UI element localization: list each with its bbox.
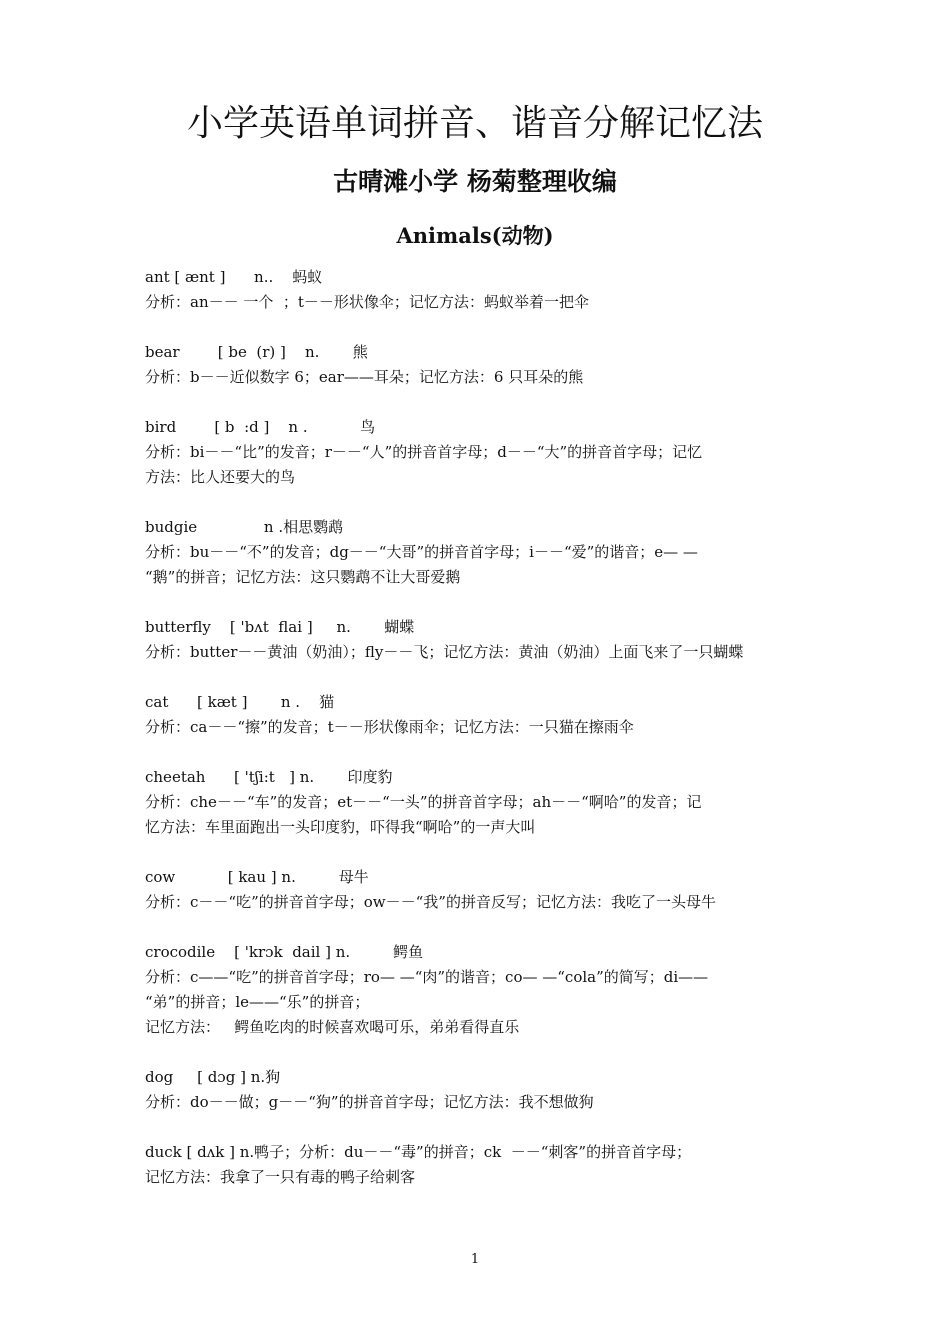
vocabulary-entry [145,1140,810,1190]
entry-analysis-line: 分析：bu－－“不”的发音；dg－－“大哥”的拼音首字母；i－－“爱”的谐音；e— — [145,543,698,561]
entry-headword-line: cheetah [ 'tʃi:t ] n. 印度豹 [145,768,393,786]
entry-analysis-line: “弟”的拼音；le——“乐”的拼音； [145,993,370,1011]
entry-analysis-line: 分析：butter－－黄油（奶油）；fly－－飞；记忆方法：黄油（奶油）上面飞来了一只蝴蝶 [145,643,744,661]
entry-headword-line: bird [ b :d ] n . 鸟 [145,418,376,436]
vocabulary-entry [145,340,810,390]
vocabulary-entry [145,1065,810,1115]
vocabulary-entry [145,265,810,315]
entry-analysis-line: 分析：b－－近似数字 6；ear——耳朵；记忆方法：6 只耳朵的熊 [145,368,584,386]
entry-headword-line: dog [ dɔg ] n.狗 [145,1068,281,1086]
entry-analysis-line: 分析：che－－“车”的发音；et－－“一头”的拼音首字母；ah－－“啊哈”的发音；记 [145,793,702,811]
vocabulary-entry [145,940,810,1040]
vocabulary-entry [145,615,810,665]
entry-analysis-line: 记忆方法：我拿了一只有毒的鸭子给刺客 [145,1168,416,1186]
entry-analysis-line: 记忆方法： 鳄鱼吃肉的时候喜欢喝可乐，弟弟看得直乐 [145,1018,520,1036]
entry-headword-line: bear [ be (r) ] n. 熊 [145,343,368,361]
vocabulary-list [145,265,810,1215]
page-number: 1 [470,1252,480,1267]
vocabulary-entry [145,415,810,490]
entry-analysis-line: 分析：c－－“吃”的拼音首字母；ow－－“我”的拼音反写；记忆方法：我吃了一头母牛 [145,893,716,911]
entry-analysis-line: “鹅”的拼音；记忆方法：这只鹦鹉不让大哥爱鹅 [145,568,461,586]
entry-headword-line: cat [ kæt ] n . 猫 [145,693,335,711]
document-subtitle: 古晴滩小学 杨菊整理收编 [333,167,617,196]
entry-analysis-line: 分析：ca－－“擦”的发音；t－－形状像雨伞；记忆方法：一只猫在擦雨伞 [145,718,634,736]
vocabulary-entry [145,515,810,590]
vocabulary-entry [145,690,810,740]
entry-analysis-line: 分析：an－－ 一个 ；t－－形状像伞；记忆方法：蚂蚁举着一把伞 [145,293,589,311]
document-title: 小学英语单词拼音、谐音分解记忆法 [186,103,763,144]
section-heading: Animals(动物) [396,223,554,248]
entry-headword-line: ant [ ænt ] n.. 蚂蚁 [145,268,323,286]
entry-analysis-line: 分析：do－－做；g－－“狗”的拼音首字母；记忆方法：我不想做狗 [145,1093,594,1111]
entry-analysis-line: 分析：bi－－“比”的发音；r－－“人”的拼音首字母；d－－“大”的拼音首字母；记忆 [145,443,703,461]
entry-analysis-line: 方法：比人还要大的鸟 [145,468,296,486]
entry-headword-line: duck [ dʌk ] n.鸭子；分析：du－－“毒”的拼音；ck －－“刺客”的拼音首字母； [145,1143,692,1161]
entry-headword-line: crocodile [ 'krɔk dail ] n. 鳄鱼 [145,943,424,961]
entry-headword-line: budgie n .相思鹦鹉 [145,518,344,536]
entry-analysis-line: 分析：c——“吃”的拼音首字母；ro— —“肉”的谐音；co— —“cola”的简写；di—— [145,968,709,986]
entry-analysis-line: 忆方法：车里面跑出一头印度豹，吓得我“啊哈”的一声大叫 [145,818,536,836]
vocabulary-entry [145,765,810,840]
entry-headword-line: butterfly [ 'bʌt flai ] n. 蝴蝶 [145,618,415,636]
vocabulary-entry [145,865,810,915]
entry-headword-line: cow [ kau ] n. 母牛 [145,868,369,886]
